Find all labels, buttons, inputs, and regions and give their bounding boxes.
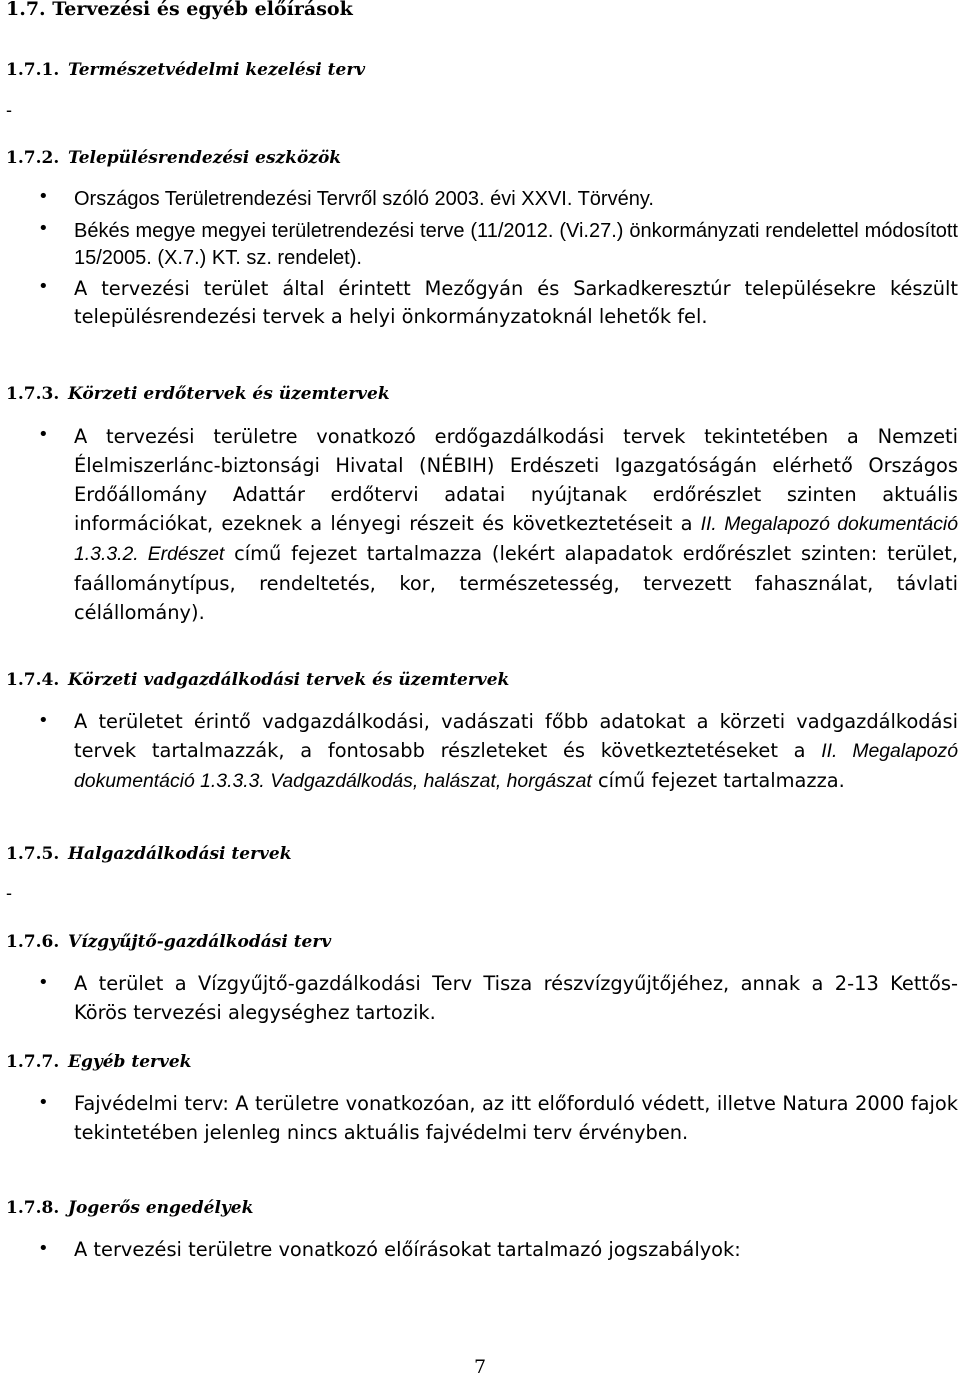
- subsection-title: Halgazdálkodási tervek: [68, 844, 292, 864]
- item-text: című fejezet tartalmazza (lekért alapadatok erdőrészlet szinten: terület, faállománytípus, rendeltetés, kor, természetesség, tervezett fahasználat, távlati célállomány).: [74, 542, 958, 624]
- bullet-icon: •: [38, 186, 49, 207]
- subsection-title: Természetvédelmi kezelési terv: [68, 60, 366, 80]
- empty-marker-dash: -: [6, 883, 12, 903]
- bullet-icon: •: [38, 972, 49, 993]
- subsection-heading-1-7-1: [6, 60, 365, 80]
- subsection-number: 1.7.4.: [6, 670, 60, 690]
- subsection-heading-1-7-5: [6, 844, 292, 864]
- bullet-icon: •: [38, 710, 49, 731]
- document-reference: II. Megalapozó dokumentáció 1.3.3.2. Erdészet: [74, 513, 958, 565]
- list-item: A tervezési terület által érintett Mezőgyán és Sarkadkeresztúr településekre készült településrendezési tervek a helyi önkormányzatoknál lehetők fel.: [74, 277, 958, 328]
- subsection-heading-1-7-2: [6, 148, 341, 168]
- subsection-number: 1.7.6.: [6, 932, 60, 952]
- subsection-heading-1-7-3: [6, 384, 390, 404]
- subsection-title: Körzeti erdőtervek és üzemtervek: [68, 384, 390, 404]
- item-text: című fejezet tartalmazza.: [591, 769, 845, 792]
- subsection-title: Egyéb tervek: [68, 1052, 192, 1072]
- bullet-icon: •: [38, 424, 49, 445]
- bullet-icon: •: [38, 1238, 49, 1259]
- item-text: A tervezési területre vonatkozó erdőgazdálkodási tervek tekintetében a Nemzeti Élelmiszerlánc-biztonsági Hivatal (NÉBIH) Erdészeti Igazgatóságán elérhető Országos Erdőállomány Adattár erdőtervi adatai nyújtanak erdőrészlet szinten aktuális információkat, ezeknek a lényegi részeit és következtetéseit a: [74, 425, 958, 535]
- document-reference: II. Megalapozó dokumentáció 1.3.3.3. Vadgazdálkodás, halászat, horgászat: [74, 740, 958, 792]
- subsection-number: 1.7.2.: [6, 148, 60, 168]
- subsection-number: 1.7.3.: [6, 384, 60, 404]
- subsection-title: Településrendezési eszközök: [68, 148, 342, 168]
- subsection-number: 1.7.5.: [6, 844, 60, 864]
- subsection-heading-1-7-4: [6, 670, 509, 690]
- subsection-number: 1.7.8.: [6, 1198, 60, 1218]
- bullet-icon: •: [38, 276, 49, 297]
- page-number: 7: [473, 1356, 487, 1378]
- list-item: [74, 422, 958, 627]
- subsection-number: 1.7.1.: [6, 60, 60, 80]
- item-text: A területet érintő vadgazdálkodási, vadászati főbb adatokat a körzeti vadgazdálkodási tervek tartalmazzák, a fontosabb részleteket és következtetéseket a: [74, 710, 958, 762]
- list-item: Békés megye megyei területrendezési terve (11/2012. (Vi.27.) önkormányzati rendelettel módosított 15/2005. (X.7.) KT. sz. rendelet).: [74, 220, 958, 269]
- list-item: Fajvédelmi terv: A területre vonatkozóan, az itt előforduló védett, illetve Natura 2000 fajok tekintetében jelenleg nincs aktuális fajvédelmi terv érvényben.: [74, 1092, 958, 1144]
- empty-marker-dash: -: [6, 100, 12, 120]
- subsection-title: Jogerős engedélyek: [68, 1198, 254, 1218]
- subsection-number: 1.7.7.: [6, 1052, 60, 1072]
- list-item: A terület a Vízgyűjtő-gazdálkodási Terv Tisza részvízgyűjtőjéhez, annak a 2-13 Kettős-Körös tervezési alegységhez tartozik.: [74, 972, 958, 1024]
- subsection-title: Körzeti vadgazdálkodási tervek és üzemtervek: [68, 670, 510, 690]
- list-item: Országos Területrendezési Tervről szóló 2003. évi XXVI. Törvény.: [74, 188, 654, 210]
- list-item: [74, 707, 958, 796]
- subsection-heading-1-7-6: [6, 932, 331, 952]
- bullet-icon: •: [38, 1092, 49, 1113]
- list-item: A tervezési területre vonatkozó előírásokat tartalmazó jogszabályok:: [74, 1238, 741, 1261]
- subsection-heading-1-7-7: [6, 1052, 191, 1072]
- bullet-icon: •: [38, 218, 49, 239]
- section-title: 1.7. Tervezési és egyéb előírások: [6, 0, 353, 20]
- subsection-heading-1-7-8: [6, 1198, 253, 1218]
- subsection-title: Vízgyűjtő-gazdálkodási terv: [68, 932, 332, 952]
